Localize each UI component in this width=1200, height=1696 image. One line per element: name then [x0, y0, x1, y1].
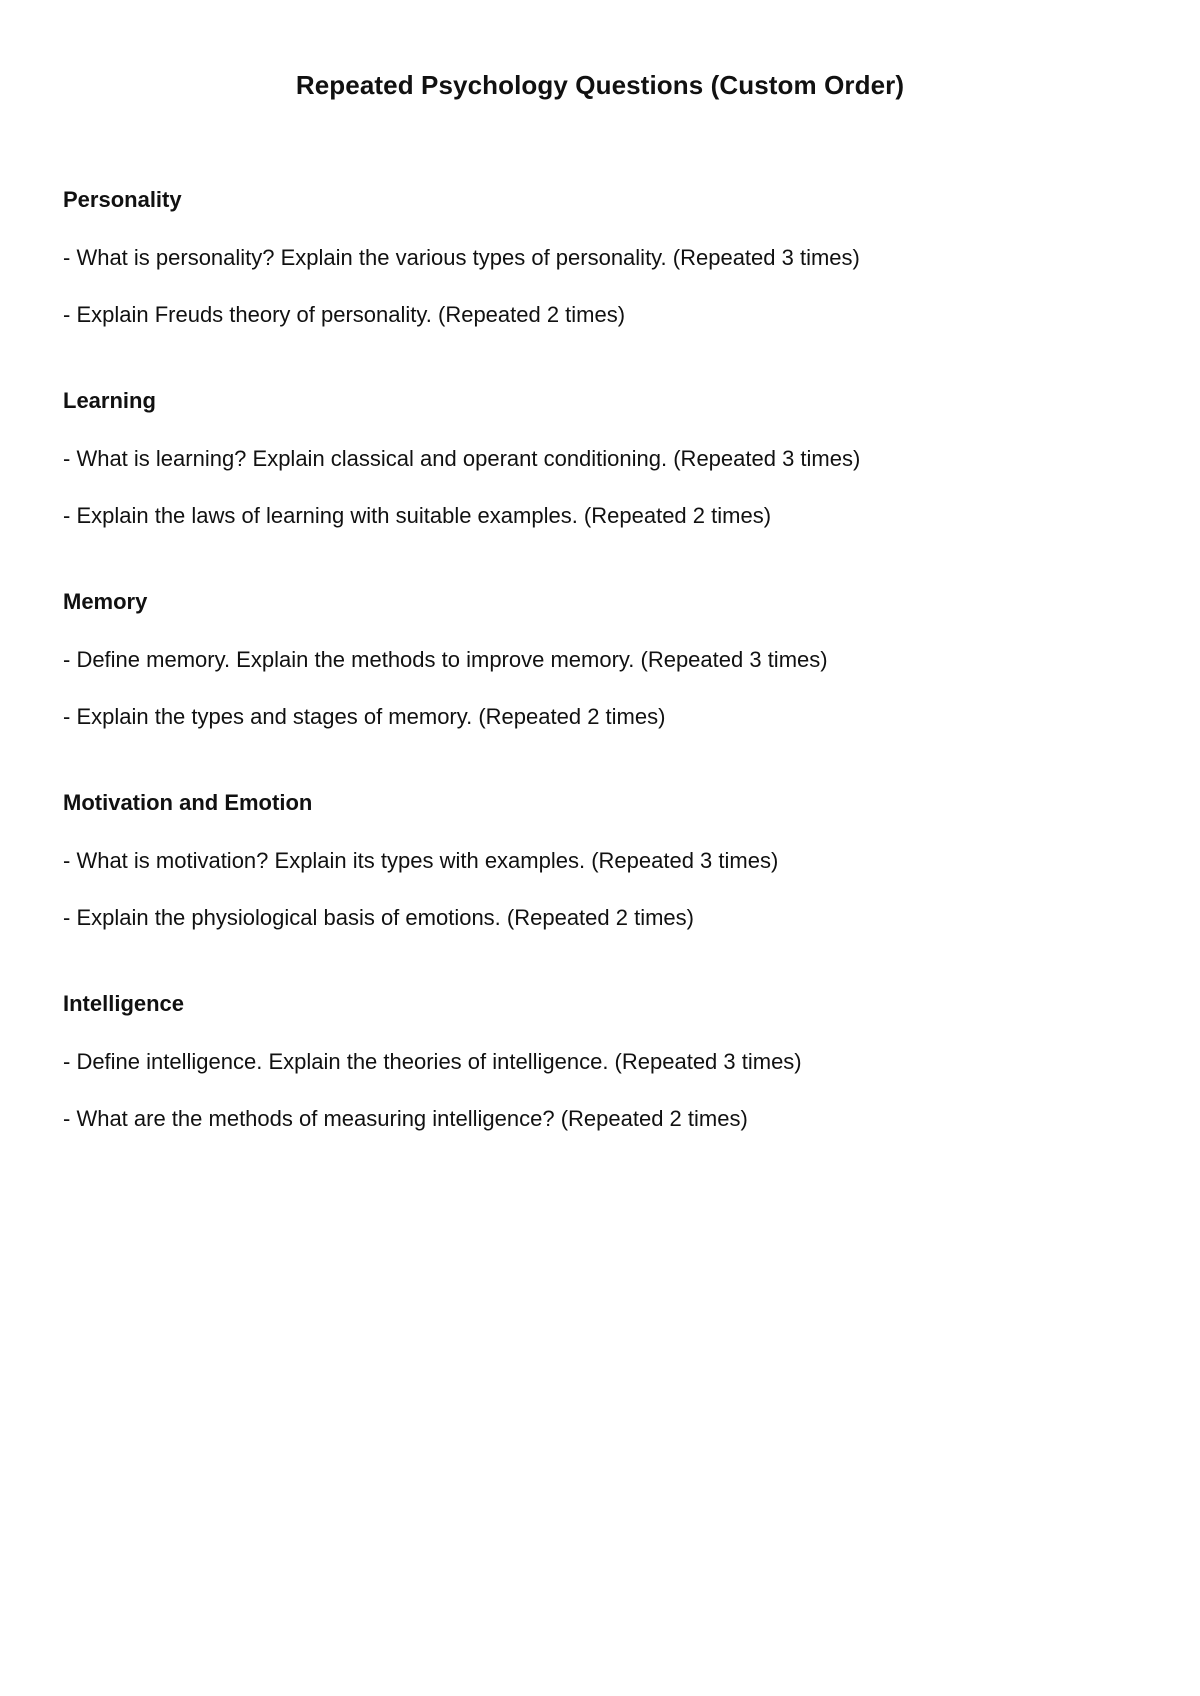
question-item: - Define memory. Explain the methods to improve memory. (Repeated 3 times)	[63, 647, 828, 672]
section-heading-motivation-and-emotion: Motivation and Emotion	[63, 790, 313, 815]
question-item: - What is learning? Explain classical and operant conditioning. (Repeated 3 times)	[63, 446, 861, 471]
question-item: - What is motivation? Explain its types with examples. (Repeated 3 times)	[63, 848, 779, 873]
section-heading-intelligence: Intelligence	[63, 991, 185, 1016]
document-title: Repeated Psychology Questions (Custom Order)	[295, 70, 905, 100]
section-heading-memory: Memory	[63, 589, 148, 614]
question-item: - Explain the physiological basis of emotions. (Repeated 2 times)	[63, 905, 694, 930]
question-item: - Explain the types and stages of memory. (Repeated 2 times)	[63, 704, 666, 729]
section-heading-personality: Personality	[63, 187, 182, 212]
question-item: - Explain the laws of learning with suitable examples. (Repeated 2 times)	[63, 503, 772, 528]
question-item: - What are the methods of measuring intelligence? (Repeated 2 times)	[63, 1106, 748, 1131]
question-item: - Define intelligence. Explain the theories of intelligence. (Repeated 3 times)	[63, 1049, 802, 1074]
question-item: - Explain Freuds theory of personality. (Repeated 2 times)	[63, 302, 626, 327]
section-heading-learning: Learning	[63, 388, 156, 413]
question-item: - What is personality? Explain the various types of personality. (Repeated 3 times)	[63, 245, 860, 270]
